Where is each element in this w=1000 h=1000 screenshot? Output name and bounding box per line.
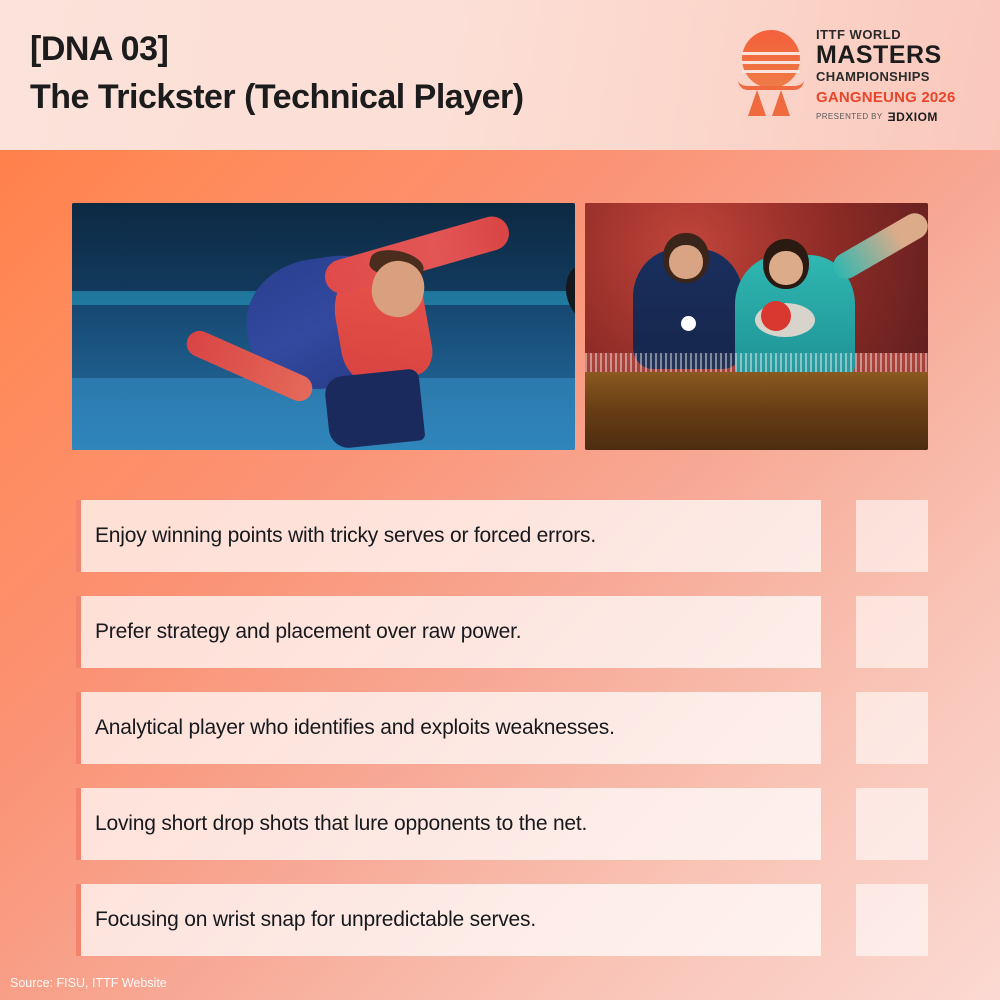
player-shorts bbox=[323, 368, 425, 450]
list-item bbox=[76, 788, 928, 860]
female-doubles-players-photo bbox=[585, 203, 928, 450]
logo-text-block bbox=[816, 28, 972, 124]
logo-line-masters: MASTERS bbox=[816, 41, 942, 70]
trait-bar bbox=[76, 596, 821, 668]
presented-by-block bbox=[816, 110, 972, 124]
trait-checkbox[interactable] bbox=[856, 500, 928, 572]
racket-rubber bbox=[761, 301, 791, 331]
wave-icon bbox=[738, 80, 804, 90]
list-item bbox=[76, 884, 928, 956]
list-item bbox=[76, 500, 928, 572]
dna-eyebrow: [DNA 03] bbox=[30, 30, 169, 68]
header-titles bbox=[30, 28, 524, 120]
trait-text: Enjoy winning points with tricky serves or forced errors. bbox=[95, 524, 596, 547]
trait-checkbox[interactable] bbox=[856, 788, 928, 860]
trait-text: Focusing on wrist snap for unpredictable serves. bbox=[95, 908, 536, 931]
trait-checkbox[interactable] bbox=[856, 596, 928, 668]
player-two-face bbox=[769, 251, 803, 285]
logo-line-gangneung-2026: GANGNEUNG 2026 bbox=[816, 88, 956, 106]
trait-bar bbox=[76, 884, 821, 956]
trait-checklist bbox=[76, 500, 928, 980]
logo-mark-icon bbox=[734, 30, 808, 116]
sun-stripe-icon bbox=[742, 61, 800, 64]
male-player-forehand-photo bbox=[72, 203, 575, 450]
trait-bar bbox=[76, 692, 821, 764]
sponsor-xiom-logo: ƎDXIOM bbox=[887, 109, 938, 124]
source-credit: Source: FISU, ITTF Website bbox=[10, 976, 167, 990]
trait-bar bbox=[76, 500, 821, 572]
table-tennis-ball bbox=[681, 316, 696, 331]
trait-text: Analytical player who identifies and exploits weaknesses. bbox=[95, 716, 615, 739]
player-one-face bbox=[669, 245, 703, 279]
list-item bbox=[76, 692, 928, 764]
presented-by-label: PRESENTED BY bbox=[816, 112, 883, 122]
photo-strip bbox=[72, 203, 928, 450]
logo-line-championships: CHAMPIONSHIPS bbox=[816, 69, 930, 85]
sun-stripe-icon bbox=[742, 70, 800, 73]
mountain-icon bbox=[772, 90, 790, 116]
list-item bbox=[76, 596, 928, 668]
trait-checkbox[interactable] bbox=[856, 884, 928, 956]
trait-text: Loving short drop shots that lure opponents to the net. bbox=[95, 812, 588, 835]
trait-checkbox[interactable] bbox=[856, 692, 928, 764]
logo-line-ittf-world: ITTF WORLD bbox=[816, 27, 902, 42]
page-title: The Trickster (Technical Player) bbox=[30, 77, 524, 116]
mountain-icon bbox=[748, 90, 766, 116]
trait-bar bbox=[76, 788, 821, 860]
table-surface bbox=[585, 372, 928, 450]
header-bar bbox=[0, 0, 1000, 150]
arena-floor bbox=[72, 378, 575, 450]
trait-text: Prefer strategy and placement over raw power. bbox=[95, 620, 522, 643]
sun-stripe-icon bbox=[742, 52, 800, 55]
ittf-world-masters-logo bbox=[734, 27, 974, 124]
